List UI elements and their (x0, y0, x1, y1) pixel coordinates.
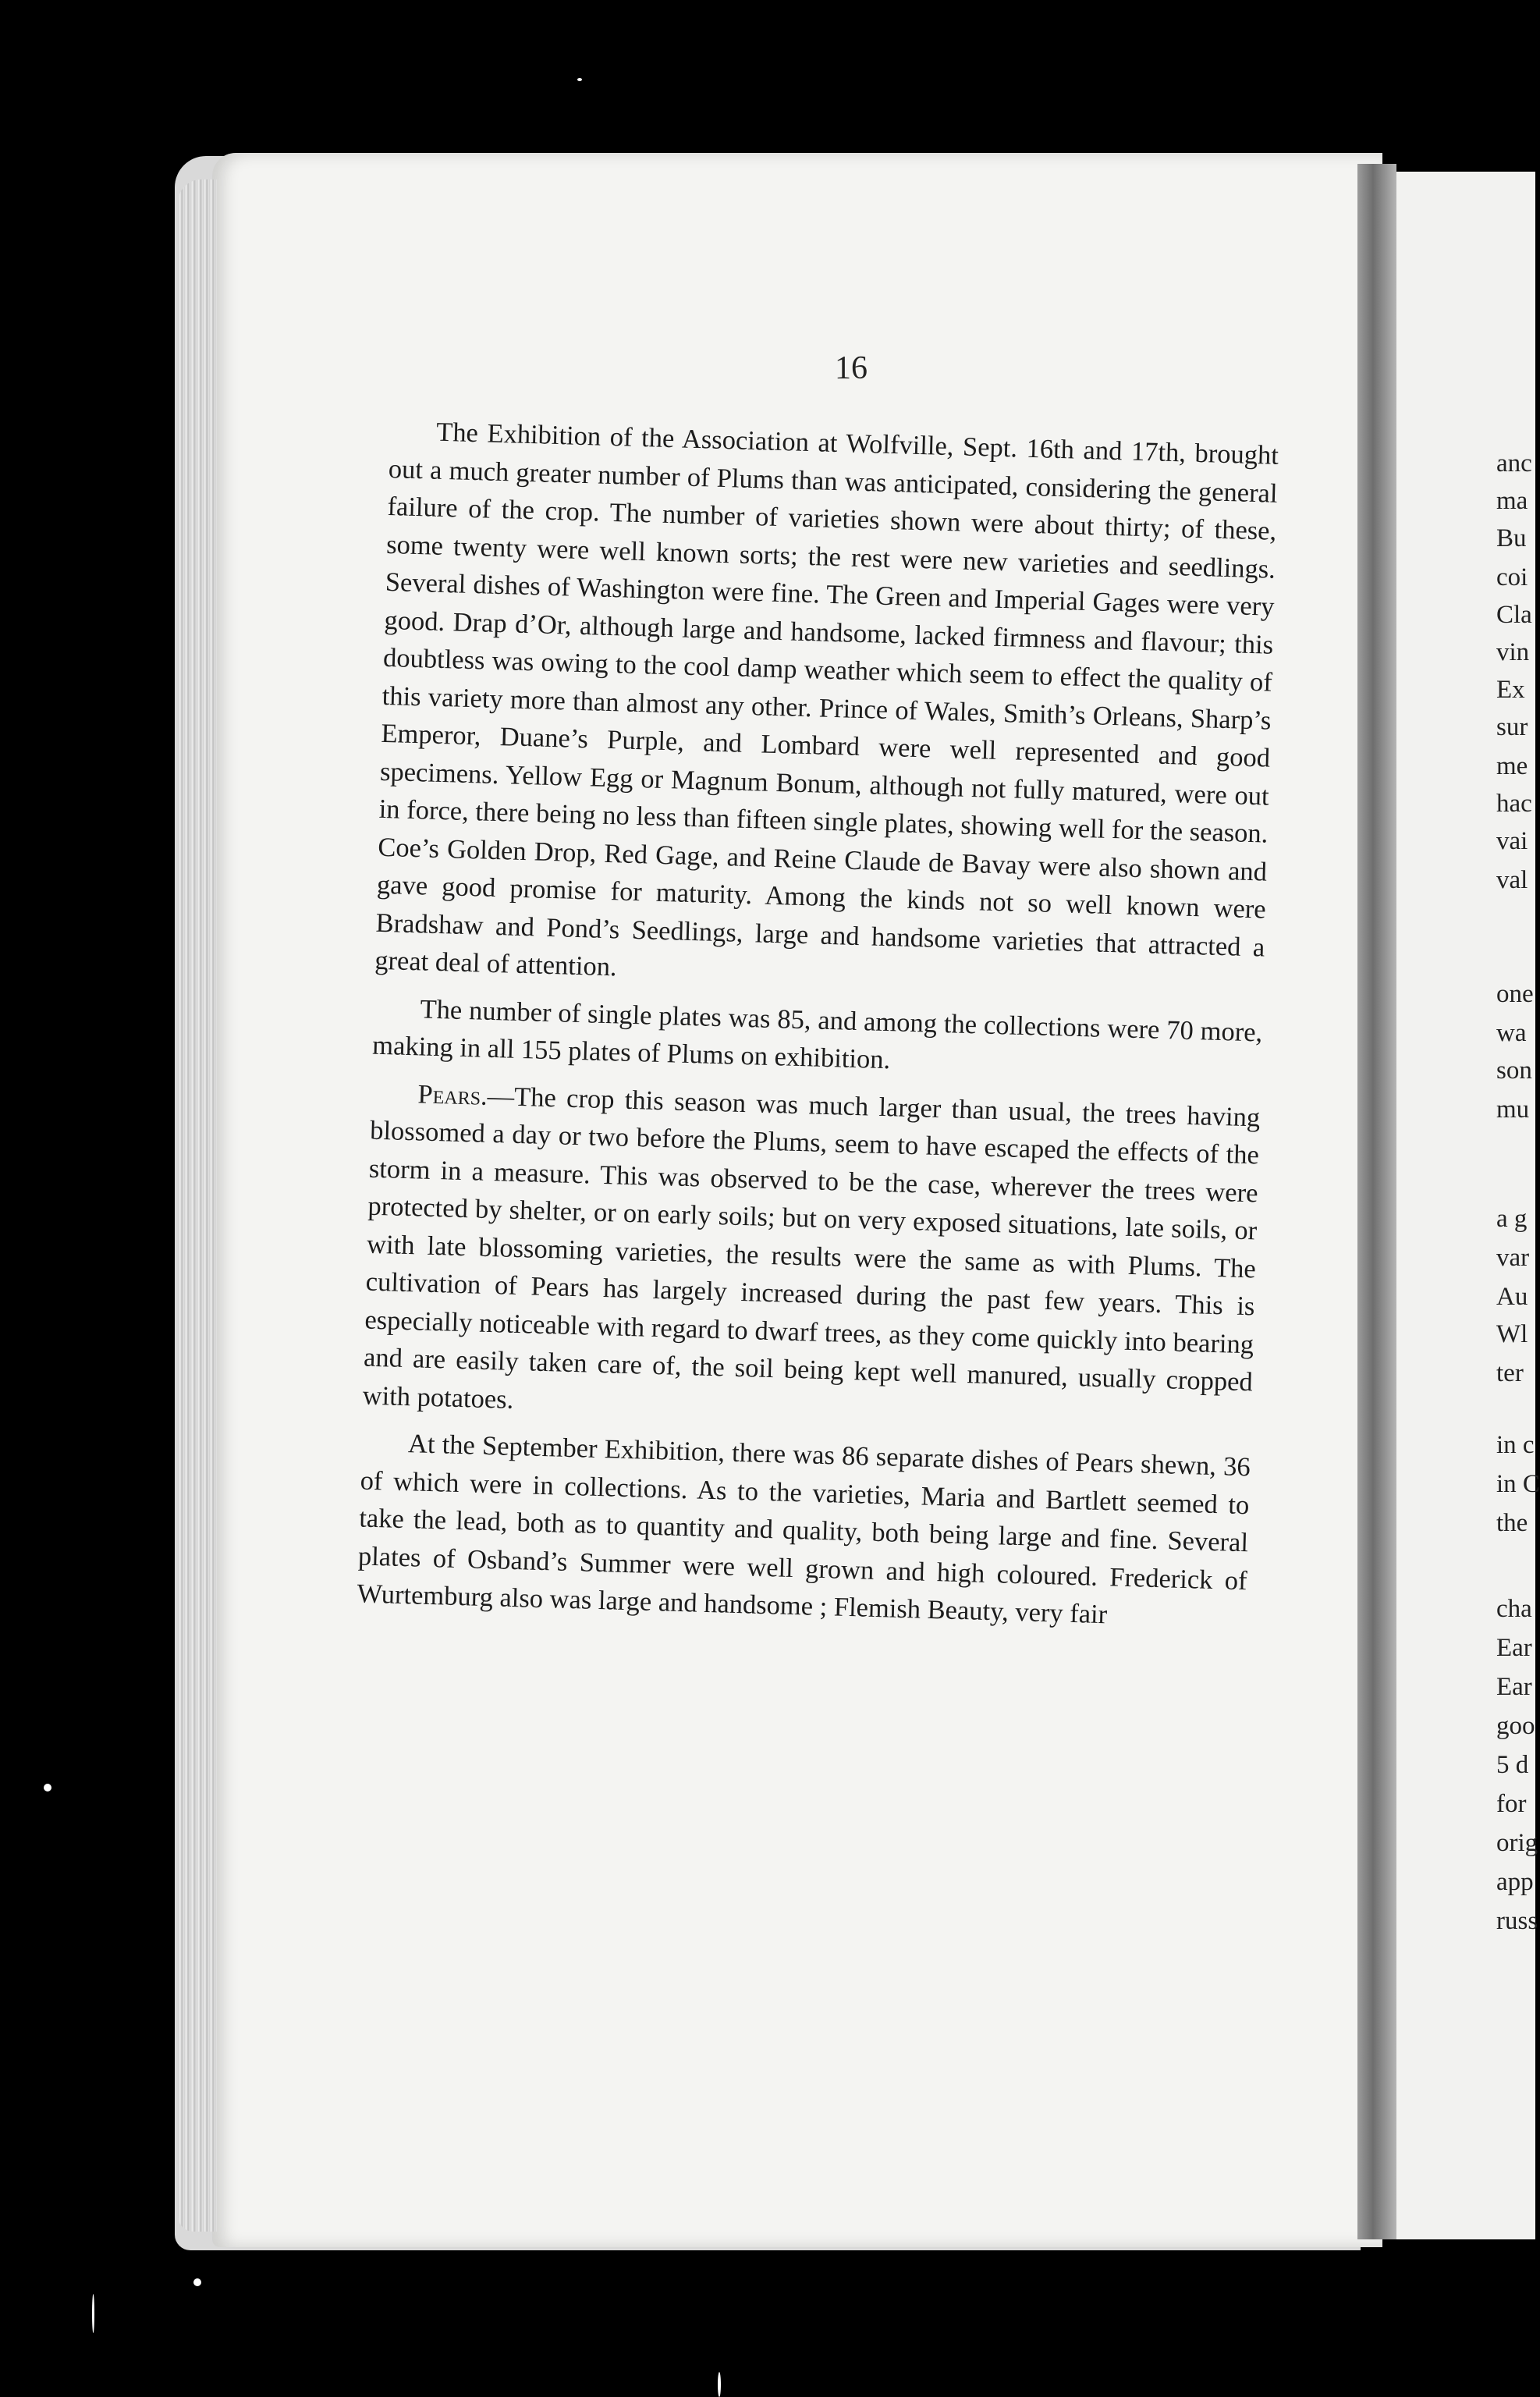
right-page-line: coi (1496, 563, 1528, 591)
right-page-line: app (1496, 1868, 1534, 1896)
paragraph-plum-plates: The number of single plates was 85, and among the collections were 70 more, making in all 155 plates of Plums on exhibition. (371, 993, 1263, 1075)
page-edges (178, 179, 217, 2232)
scan-speck (193, 2278, 201, 2286)
right-page-line: 5 d (1496, 1751, 1529, 1779)
right-page-line: vin (1496, 638, 1530, 666)
paragraph-plums-exhibition: The Exhibition of the Association at Wolfville, Sept. 16th and 17th, brought out a much greater number of Plums than was anticipated, considering the general failure of the crop. The number of varieties shown were about thirty; of these, some twenty were well known sorts; the rest were new varieties and seedlings. Several dishes of Washington were fine. The Green and Imperial Gages were very good. Drap d’Or, although large and handsome, lacked firmness and flavour; this doubtless was owing to the cool damp weather which seem to effect the quality of this variety more than almost any other. Prince of Wales, Smith’s Orleans, Sharp’s Emperor, Duane’s Purple, and Lombard were well represented and good specimens. Yellow Egg or Magnum Bonum, although not fully matured, were out in force, there being no less than fifteen single plates, showing well for the season. Coe’s Golden Drop, Red Gage, and Reine Claude de Bavay were also shown and gave good promise for maturity. Among the kinds not so well known were Bradshaw and Pond’s Seedlings, large and handsome varieties that attracted a great deal of attention. (374, 417, 1279, 982)
scan-speck (44, 1784, 51, 1792)
right-page-line: Ear (1496, 1634, 1532, 1662)
right-page-line: one (1496, 980, 1534, 1008)
right-page-line: son (1496, 1056, 1532, 1085)
body-text (357, 412, 1279, 1647)
right-page-line: Ear (1496, 1673, 1532, 1701)
pears-heading: Pears. (417, 1078, 488, 1111)
right-page-line: orig (1496, 1829, 1538, 1857)
right-page-line: sur (1496, 713, 1528, 741)
page-number: 16 (835, 350, 868, 386)
paragraph-pears (362, 1074, 1261, 1439)
right-page-line: me (1496, 752, 1528, 780)
right-page-line: in C (1496, 1470, 1540, 1498)
right-page-line: Cla (1496, 601, 1532, 629)
right-page-line: anc (1496, 449, 1532, 478)
right-page-line: wa (1496, 1019, 1527, 1047)
scan-speck (718, 2372, 721, 2397)
paragraph-september-exhibition: At the September Exhibition, there was 86 separate dishes of Pears shewn, 36 of which were in collections. As to the varieties, Maria and Bartlett seemed to take the lead, both as to quantity and quality, both being large and fine. Several plates of Osband’s Summer were well grown and high coloured. Frederick of Wurtemburg also was large and handsome ; Flemish Beauty, very fair (357, 1429, 1251, 1630)
right-page-line: ma (1496, 487, 1528, 515)
right-page-line: vai (1496, 827, 1528, 855)
scan-speck (92, 2294, 94, 2333)
right-page-line: in c (1496, 1431, 1535, 1459)
right-page-line: the (1496, 1509, 1528, 1537)
right-page-line: ter (1496, 1359, 1524, 1387)
right-page-line: mu (1496, 1096, 1530, 1124)
scan-speck (577, 78, 582, 81)
right-page-line: hac (1496, 790, 1532, 818)
right-page-line: val (1496, 866, 1528, 894)
right-page-line: for (1496, 1790, 1527, 1818)
right-page-line: russ (1496, 1907, 1538, 1935)
book-gutter (1357, 164, 1396, 2239)
right-page-line: Au (1496, 1283, 1528, 1311)
right-page-line: Ex (1496, 676, 1525, 704)
right-page-line: a g (1496, 1205, 1528, 1233)
pears-text: —The crop this season was much larger than usual, the trees having blossomed a day or two before the Plums, seem to have escaped the effects of the storm in a measure. This was observed to be the case, wherever the trees were protected by shelter, or on early soils; but on very exposed situations, late soils, or with late blossoming varieties, the results were the same as with Plums. The cultivation of Pears has largely increased during the past few years. This is especially noticeable with regard to dwarf trees, as they come quickly into bearing and are easily taken care of, the soil being kept well manured, usually cropped with potatoes. (362, 1081, 1261, 1415)
right-page-line: var (1496, 1244, 1530, 1272)
right-page-line: cha (1496, 1595, 1532, 1623)
right-page-line: goo (1496, 1712, 1535, 1740)
right-page-line: Wl (1496, 1320, 1528, 1348)
right-page-line: Bu (1496, 524, 1527, 552)
